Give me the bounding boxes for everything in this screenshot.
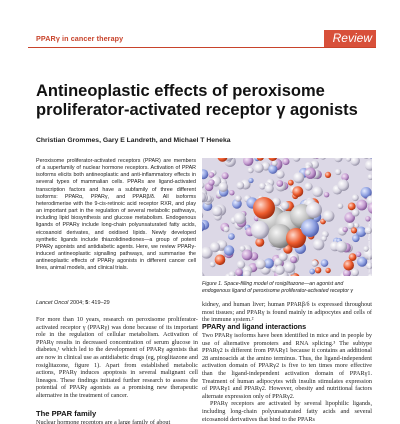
section-label: PPARγ in cancer therapy xyxy=(36,34,124,43)
abstract: Peroxisome proliferator-activated receptors (PPAR) are members of a superfamily of nuclear hormone receptors. Activation of PPAR isoforms elicits both antineoplastic and anti-inflammatory effects in several types of mammalian cells. PPARs are ligand-activated transcription factors and have a subfamily of three different isoforms: PPARα, PPARγ, and PPARβ/δ. All isoforms heterodimerise with the 9-cis-retinoic acid receptor RXR, and play an important part in the regulation of several metabolic pathways, including lipid biosynthesis and glucose metabolism. Endogenous ligands of PPARγ include long-chain polyunsaturated fatty acids, eicosanoid derivates, and oxidised lipids. Newly developed synthetic ligands include thiazolidinediones—a group of potent PPARγ agonists and antidiabetic agents. Here, we review PPARγ-induced antineoplastic signalling pathways, and summarise the antineoplastic effects of PPARγ agonists in different cancer cell lines, animal models, and clinical trials. xyxy=(36,158,196,272)
figure-credit: Laguna Design/Science Photo Library xyxy=(367,221,371,272)
citation-pages: : 419–29 xyxy=(88,300,110,306)
review-label: Review xyxy=(332,31,372,45)
citation xyxy=(36,300,196,306)
molecule-illustration xyxy=(202,158,372,276)
continued-text: kidney, and human liver; human PPARβ/δ is expressed throughout most tissues; and PPARγ is found mainly in adipocytes and cells of the immune system.² xyxy=(202,301,372,324)
heading-ligand-interactions: PPARγ and ligand interactions xyxy=(202,322,307,331)
ligand-section-body xyxy=(202,332,372,423)
intro-paragraph: For more than 10 years, research on peroxisome proliferator-activated receptor γ (PPARγ) was done because of its important role in the regulation of cellular metabolism. Activation of PPARγ results in decreased concentration of serum glucose in diabetes,¹ which led to the development of PPARγ agonists that are now in clinical use as antidiabetic drugs (eg, pioglitazone and rosiglitazone, figure 1). Apart from established metabolic actions, PPARγ induces apoptosis in several malignant cell lineages. These findings initiated further research to assess the potential of PPARγ agonists as a promising new therapeutic alternative in the treatment of cancer. xyxy=(36,316,198,399)
author-list: Christian Grommes, Gary E Landreth, and Michael T Heneka xyxy=(36,137,231,144)
review-tab xyxy=(324,30,376,47)
molecule-figure xyxy=(202,158,372,276)
citation-year: 2004; xyxy=(69,300,86,306)
heading-ppar-family: The PPAR family xyxy=(36,409,97,418)
ligand-paragraph-2: PPARγ receptors are activated by several lipophilic ligands, including long-chain polyunsaturated fatty acids and several eicosanoid derivatives that bind to the PPARs xyxy=(202,400,372,423)
ppar-family-text: Nuclear hormone receptors are a large family of about xyxy=(36,419,171,424)
ligand-paragraph-1: Two PPARγ isoforms have been identified in mice and in people by use of alternative promoters and RNA splicing.³ The subtype PPARγ2 is different from PPARγ1 because it contains an additional 28 aminoacids at the amino terminus. Thus, the ligand-independent activation domain of PPARγ2 is five to ten times more effective than the ligand-independent activation domain of PPARγ1. Treatment of human adipocytes with insulin stimulates expression of PPARγ1 and PPARγ2. However, obesity and nutritional factors alternate expression only of PPARγ2. xyxy=(202,332,372,400)
citation-volume: 5 xyxy=(85,300,89,306)
header-rule xyxy=(28,47,376,48)
article-title: Antineoplastic effects of peroxisome proliferator-activated receptor γ agonists xyxy=(36,82,358,119)
citation-journal: Lancet Oncol xyxy=(36,300,69,306)
running-header xyxy=(28,30,376,48)
figure-caption: Figure 1. Space-filling model of rosiglitazone—an agonist and endogenous ligand of peroxisome proliferator-activated receptor γ xyxy=(202,281,354,294)
